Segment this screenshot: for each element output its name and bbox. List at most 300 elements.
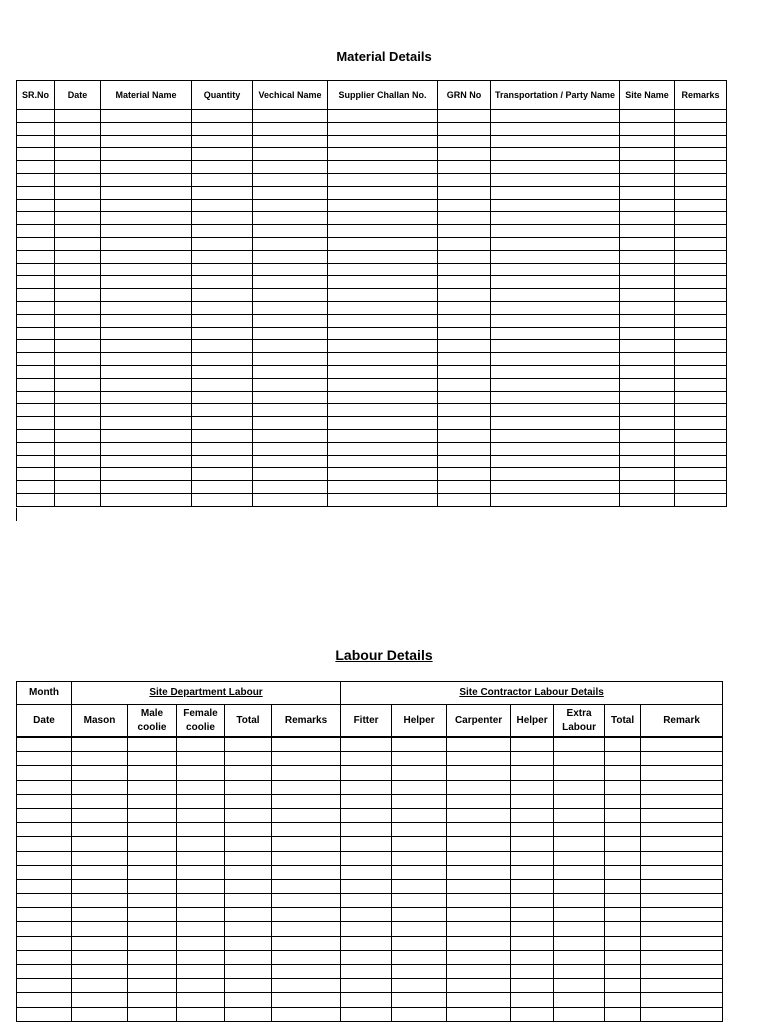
table-cell[interactable] <box>554 879 605 893</box>
table-cell[interactable] <box>328 481 438 494</box>
table-cell[interactable] <box>55 148 101 161</box>
table-cell[interactable] <box>272 979 341 993</box>
table-cell[interactable] <box>438 148 491 161</box>
table-cell[interactable] <box>341 879 392 893</box>
table-cell[interactable] <box>641 752 723 766</box>
table-cell[interactable] <box>438 493 491 506</box>
table-cell[interactable] <box>641 979 723 993</box>
table-cell[interactable] <box>17 766 72 780</box>
table-cell[interactable] <box>675 493 727 506</box>
table-cell[interactable] <box>675 263 727 276</box>
table-cell[interactable] <box>272 965 341 979</box>
table-cell[interactable] <box>192 289 253 302</box>
table-cell[interactable] <box>675 161 727 174</box>
table-cell[interactable] <box>392 1007 447 1021</box>
table-cell[interactable] <box>438 481 491 494</box>
table-cell[interactable] <box>101 237 192 250</box>
table-cell[interactable] <box>675 110 727 123</box>
table-cell[interactable] <box>554 794 605 808</box>
table-cell[interactable] <box>605 908 641 922</box>
table-cell[interactable] <box>438 391 491 404</box>
table-cell[interactable] <box>328 327 438 340</box>
table-cell[interactable] <box>192 135 253 148</box>
table-cell[interactable] <box>17 1007 72 1021</box>
table-cell[interactable] <box>605 766 641 780</box>
table-cell[interactable] <box>253 442 328 455</box>
table-cell[interactable] <box>491 455 620 468</box>
table-cell[interactable] <box>620 122 675 135</box>
table-cell[interactable] <box>72 993 128 1007</box>
table-cell[interactable] <box>192 378 253 391</box>
table-cell[interactable] <box>55 365 101 378</box>
table-cell[interactable] <box>128 922 177 936</box>
table-cell[interactable] <box>101 301 192 314</box>
table-cell[interactable] <box>641 837 723 851</box>
table-cell[interactable] <box>55 289 101 302</box>
table-cell[interactable] <box>605 965 641 979</box>
table-cell[interactable] <box>192 417 253 430</box>
table-cell[interactable] <box>675 135 727 148</box>
table-cell[interactable] <box>341 993 392 1007</box>
table-cell[interactable] <box>341 766 392 780</box>
table-cell[interactable] <box>128 780 177 794</box>
table-cell[interactable] <box>328 212 438 225</box>
table-cell[interactable] <box>192 161 253 174</box>
table-cell[interactable] <box>177 737 225 752</box>
table-cell[interactable] <box>605 851 641 865</box>
table-cell[interactable] <box>328 135 438 148</box>
table-cell[interactable] <box>72 837 128 851</box>
table-cell[interactable] <box>192 225 253 238</box>
table-cell[interactable] <box>272 766 341 780</box>
table-cell[interactable] <box>55 225 101 238</box>
table-cell[interactable] <box>17 314 55 327</box>
table-cell[interactable] <box>341 1007 392 1021</box>
table-cell[interactable] <box>72 894 128 908</box>
table-cell[interactable] <box>491 237 620 250</box>
table-cell[interactable] <box>491 173 620 186</box>
table-cell[interactable] <box>225 950 272 964</box>
table-cell[interactable] <box>438 455 491 468</box>
table-cell[interactable] <box>17 301 55 314</box>
table-cell[interactable] <box>620 225 675 238</box>
table-cell[interactable] <box>447 950 511 964</box>
table-cell[interactable] <box>225 737 272 752</box>
table-cell[interactable] <box>128 865 177 879</box>
table-cell[interactable] <box>392 865 447 879</box>
table-cell[interactable] <box>438 225 491 238</box>
table-cell[interactable] <box>675 314 727 327</box>
table-cell[interactable] <box>17 225 55 238</box>
table-cell[interactable] <box>55 263 101 276</box>
table-cell[interactable] <box>341 950 392 964</box>
table-cell[interactable] <box>17 199 55 212</box>
table-cell[interactable] <box>253 173 328 186</box>
table-cell[interactable] <box>328 353 438 366</box>
table-cell[interactable] <box>177 808 225 822</box>
table-cell[interactable] <box>253 212 328 225</box>
table-cell[interactable] <box>17 468 55 481</box>
table-cell[interactable] <box>491 442 620 455</box>
table-cell[interactable] <box>272 823 341 837</box>
table-cell[interactable] <box>55 404 101 417</box>
table-cell[interactable] <box>55 442 101 455</box>
table-cell[interactable] <box>101 493 192 506</box>
table-cell[interactable] <box>17 250 55 263</box>
table-cell[interactable] <box>491 493 620 506</box>
table-cell[interactable] <box>17 186 55 199</box>
table-cell[interactable] <box>128 808 177 822</box>
table-cell[interactable] <box>192 404 253 417</box>
table-cell[interactable] <box>253 199 328 212</box>
table-cell[interactable] <box>192 173 253 186</box>
table-cell[interactable] <box>177 823 225 837</box>
table-cell[interactable] <box>17 865 72 879</box>
table-cell[interactable] <box>511 908 554 922</box>
table-cell[interactable] <box>341 808 392 822</box>
table-cell[interactable] <box>641 1007 723 1021</box>
table-cell[interactable] <box>72 823 128 837</box>
table-cell[interactable] <box>253 289 328 302</box>
table-cell[interactable] <box>341 780 392 794</box>
table-cell[interactable] <box>72 865 128 879</box>
table-cell[interactable] <box>272 737 341 752</box>
table-cell[interactable] <box>392 936 447 950</box>
table-cell[interactable] <box>192 455 253 468</box>
table-cell[interactable] <box>328 186 438 199</box>
table-cell[interactable] <box>128 908 177 922</box>
table-cell[interactable] <box>253 110 328 123</box>
table-cell[interactable] <box>491 263 620 276</box>
table-cell[interactable] <box>225 908 272 922</box>
table-cell[interactable] <box>253 301 328 314</box>
table-cell[interactable] <box>491 161 620 174</box>
table-cell[interactable] <box>101 404 192 417</box>
table-cell[interactable] <box>447 993 511 1007</box>
table-cell[interactable] <box>675 289 727 302</box>
table-cell[interactable] <box>675 429 727 442</box>
table-cell[interactable] <box>447 837 511 851</box>
table-cell[interactable] <box>101 276 192 289</box>
table-cell[interactable] <box>447 1007 511 1021</box>
table-cell[interactable] <box>253 378 328 391</box>
table-cell[interactable] <box>192 250 253 263</box>
table-cell[interactable] <box>392 808 447 822</box>
table-cell[interactable] <box>392 908 447 922</box>
table-cell[interactable] <box>554 851 605 865</box>
table-cell[interactable] <box>177 780 225 794</box>
table-cell[interactable] <box>675 237 727 250</box>
table-cell[interactable] <box>253 237 328 250</box>
table-cell[interactable] <box>128 837 177 851</box>
table-cell[interactable] <box>641 737 723 752</box>
table-cell[interactable] <box>438 289 491 302</box>
table-cell[interactable] <box>511 965 554 979</box>
table-cell[interactable] <box>101 314 192 327</box>
table-cell[interactable] <box>491 314 620 327</box>
table-cell[interactable] <box>328 161 438 174</box>
table-cell[interactable] <box>511 780 554 794</box>
table-cell[interactable] <box>620 186 675 199</box>
table-cell[interactable] <box>328 225 438 238</box>
table-cell[interactable] <box>225 865 272 879</box>
table-cell[interactable] <box>128 965 177 979</box>
table-cell[interactable] <box>177 837 225 851</box>
table-cell[interactable] <box>101 481 192 494</box>
table-cell[interactable] <box>253 327 328 340</box>
table-cell[interactable] <box>192 493 253 506</box>
table-cell[interactable] <box>675 353 727 366</box>
table-cell[interactable] <box>341 979 392 993</box>
table-cell[interactable] <box>392 737 447 752</box>
table-cell[interactable] <box>72 737 128 752</box>
table-cell[interactable] <box>328 314 438 327</box>
table-cell[interactable] <box>177 865 225 879</box>
table-cell[interactable] <box>253 250 328 263</box>
table-cell[interactable] <box>620 263 675 276</box>
table-cell[interactable] <box>192 122 253 135</box>
table-cell[interactable] <box>272 794 341 808</box>
table-cell[interactable] <box>675 122 727 135</box>
table-cell[interactable] <box>341 752 392 766</box>
table-cell[interactable] <box>554 908 605 922</box>
table-cell[interactable] <box>72 979 128 993</box>
table-cell[interactable] <box>328 493 438 506</box>
table-cell[interactable] <box>17 737 72 752</box>
table-cell[interactable] <box>554 808 605 822</box>
table-cell[interactable] <box>447 794 511 808</box>
table-cell[interactable] <box>605 894 641 908</box>
table-cell[interactable] <box>675 173 727 186</box>
table-cell[interactable] <box>72 794 128 808</box>
table-cell[interactable] <box>620 429 675 442</box>
table-cell[interactable] <box>392 979 447 993</box>
table-cell[interactable] <box>272 936 341 950</box>
table-cell[interactable] <box>328 301 438 314</box>
table-cell[interactable] <box>253 493 328 506</box>
table-cell[interactable] <box>72 936 128 950</box>
table-cell[interactable] <box>641 851 723 865</box>
table-cell[interactable] <box>641 879 723 893</box>
table-cell[interactable] <box>17 327 55 340</box>
table-cell[interactable] <box>177 965 225 979</box>
table-cell[interactable] <box>605 865 641 879</box>
table-cell[interactable] <box>491 199 620 212</box>
table-cell[interactable] <box>17 851 72 865</box>
table-cell[interactable] <box>192 199 253 212</box>
table-cell[interactable] <box>438 173 491 186</box>
table-cell[interactable] <box>605 837 641 851</box>
table-cell[interactable] <box>128 950 177 964</box>
table-cell[interactable] <box>17 122 55 135</box>
table-cell[interactable] <box>128 894 177 908</box>
table-cell[interactable] <box>177 851 225 865</box>
table-cell[interactable] <box>620 148 675 161</box>
table-cell[interactable] <box>17 429 55 442</box>
table-cell[interactable] <box>341 851 392 865</box>
table-cell[interactable] <box>225 780 272 794</box>
table-cell[interactable] <box>554 894 605 908</box>
table-cell[interactable] <box>72 808 128 822</box>
table-cell[interactable] <box>55 391 101 404</box>
table-cell[interactable] <box>225 808 272 822</box>
table-cell[interactable] <box>447 737 511 752</box>
table-cell[interactable] <box>511 950 554 964</box>
table-cell[interactable] <box>55 301 101 314</box>
table-cell[interactable] <box>620 404 675 417</box>
table-cell[interactable] <box>438 212 491 225</box>
table-cell[interactable] <box>55 173 101 186</box>
table-cell[interactable] <box>192 340 253 353</box>
table-cell[interactable] <box>17 823 72 837</box>
table-cell[interactable] <box>272 922 341 936</box>
table-cell[interactable] <box>328 276 438 289</box>
table-cell[interactable] <box>192 237 253 250</box>
table-cell[interactable] <box>620 455 675 468</box>
table-cell[interactable] <box>620 301 675 314</box>
table-cell[interactable] <box>438 429 491 442</box>
table-cell[interactable] <box>511 851 554 865</box>
table-cell[interactable] <box>55 481 101 494</box>
table-cell[interactable] <box>438 276 491 289</box>
table-cell[interactable] <box>511 1007 554 1021</box>
table-cell[interactable] <box>675 442 727 455</box>
table-cell[interactable] <box>620 378 675 391</box>
table-cell[interactable] <box>253 135 328 148</box>
table-cell[interactable] <box>177 894 225 908</box>
table-cell[interactable] <box>491 110 620 123</box>
table-cell[interactable] <box>641 780 723 794</box>
table-cell[interactable] <box>17 936 72 950</box>
table-cell[interactable] <box>341 922 392 936</box>
table-cell[interactable] <box>438 327 491 340</box>
table-cell[interactable] <box>675 391 727 404</box>
table-cell[interactable] <box>55 327 101 340</box>
table-cell[interactable] <box>511 837 554 851</box>
table-cell[interactable] <box>447 823 511 837</box>
table-cell[interactable] <box>491 417 620 430</box>
table-cell[interactable] <box>177 908 225 922</box>
table-cell[interactable] <box>620 314 675 327</box>
table-cell[interactable] <box>620 212 675 225</box>
table-cell[interactable] <box>101 417 192 430</box>
table-cell[interactable] <box>253 455 328 468</box>
table-cell[interactable] <box>17 148 55 161</box>
table-cell[interactable] <box>438 237 491 250</box>
table-cell[interactable] <box>101 353 192 366</box>
table-cell[interactable] <box>605 780 641 794</box>
table-cell[interactable] <box>675 417 727 430</box>
table-cell[interactable] <box>554 865 605 879</box>
table-cell[interactable] <box>128 979 177 993</box>
table-cell[interactable] <box>675 250 727 263</box>
table-cell[interactable] <box>328 110 438 123</box>
table-cell[interactable] <box>225 922 272 936</box>
table-cell[interactable] <box>438 468 491 481</box>
table-cell[interactable] <box>225 851 272 865</box>
table-cell[interactable] <box>272 808 341 822</box>
table-cell[interactable] <box>55 340 101 353</box>
table-cell[interactable] <box>225 936 272 950</box>
table-cell[interactable] <box>620 365 675 378</box>
table-cell[interactable] <box>272 950 341 964</box>
table-cell[interactable] <box>72 752 128 766</box>
table-cell[interactable] <box>272 993 341 1007</box>
table-cell[interactable] <box>491 327 620 340</box>
table-cell[interactable] <box>620 417 675 430</box>
table-cell[interactable] <box>55 110 101 123</box>
table-cell[interactable] <box>620 135 675 148</box>
table-cell[interactable] <box>17 481 55 494</box>
table-cell[interactable] <box>101 110 192 123</box>
table-cell[interactable] <box>101 173 192 186</box>
table-cell[interactable] <box>675 378 727 391</box>
table-cell[interactable] <box>491 122 620 135</box>
table-cell[interactable] <box>253 225 328 238</box>
table-cell[interactable] <box>675 327 727 340</box>
table-cell[interactable] <box>605 1007 641 1021</box>
table-cell[interactable] <box>101 391 192 404</box>
table-cell[interactable] <box>438 263 491 276</box>
table-cell[interactable] <box>17 173 55 186</box>
table-cell[interactable] <box>641 766 723 780</box>
table-cell[interactable] <box>491 289 620 302</box>
table-cell[interactable] <box>192 110 253 123</box>
table-cell[interactable] <box>253 186 328 199</box>
table-cell[interactable] <box>554 752 605 766</box>
table-cell[interactable] <box>554 936 605 950</box>
table-cell[interactable] <box>620 391 675 404</box>
table-cell[interactable] <box>392 823 447 837</box>
table-cell[interactable] <box>17 493 55 506</box>
table-cell[interactable] <box>55 250 101 263</box>
table-cell[interactable] <box>128 794 177 808</box>
table-cell[interactable] <box>447 936 511 950</box>
table-cell[interactable] <box>511 865 554 879</box>
table-cell[interactable] <box>101 199 192 212</box>
table-cell[interactable] <box>491 429 620 442</box>
table-cell[interactable] <box>641 922 723 936</box>
table-cell[interactable] <box>177 766 225 780</box>
table-cell[interactable] <box>392 837 447 851</box>
table-cell[interactable] <box>605 950 641 964</box>
table-cell[interactable] <box>554 737 605 752</box>
table-cell[interactable] <box>641 965 723 979</box>
table-cell[interactable] <box>101 455 192 468</box>
table-cell[interactable] <box>72 922 128 936</box>
table-cell[interactable] <box>438 135 491 148</box>
table-cell[interactable] <box>641 823 723 837</box>
table-cell[interactable] <box>177 922 225 936</box>
table-cell[interactable] <box>438 417 491 430</box>
table-cell[interactable] <box>620 237 675 250</box>
table-cell[interactable] <box>641 908 723 922</box>
table-cell[interactable] <box>55 468 101 481</box>
table-cell[interactable] <box>128 737 177 752</box>
table-cell[interactable] <box>55 493 101 506</box>
table-cell[interactable] <box>438 186 491 199</box>
table-cell[interactable] <box>225 1007 272 1021</box>
table-cell[interactable] <box>511 823 554 837</box>
table-cell[interactable] <box>17 950 72 964</box>
table-cell[interactable] <box>17 794 72 808</box>
table-cell[interactable] <box>253 404 328 417</box>
table-cell[interactable] <box>253 340 328 353</box>
table-cell[interactable] <box>192 212 253 225</box>
table-cell[interactable] <box>341 965 392 979</box>
table-cell[interactable] <box>341 837 392 851</box>
table-cell[interactable] <box>328 404 438 417</box>
